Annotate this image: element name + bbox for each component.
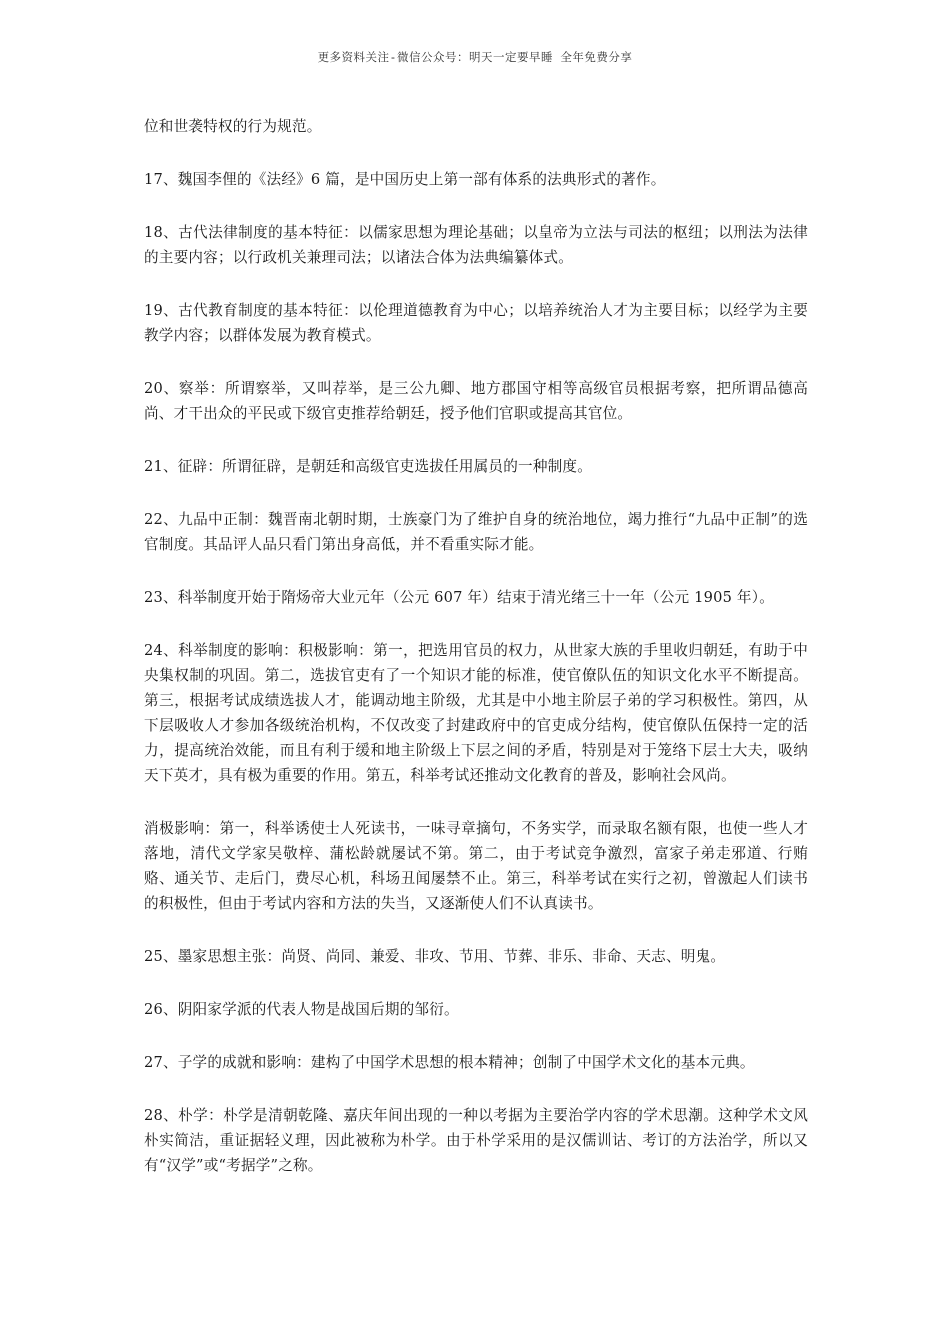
paragraph-item-24-negative: 消极影响：第一，科举诱使士人死读书，一味寻章摘句，不务实学，而录取名额有限，也使一些人才落地，清代文学家吴敬梓、蒲松龄就屡试不第。第二，由于考试竞争激烈，富家子弟走邪道、行贿赂、通关节、走后门，费尽心机，科场丑闻屡禁不止。第三，科举考试在实行之初，曾激起人们读书的积极性，但由于考试内容和方法的失当，又逐渐使人们不认真读书。 <box>144 820 808 912</box>
paragraph-item-18: 18、古代法律制度的基本特征：以儒家思想为理论基础；以皇帝为立法与司法的枢纽；以刑法为法律的主要内容；以行政机关兼理司法；以诸法合体为法典编纂体式。 <box>144 224 808 266</box>
paragraph-item-26: 26、阴阳家学派的代表人物是战国后期的邹衍。 <box>144 1001 459 1018</box>
paragraph-item-21: 21、征辟：所谓征辟，是朝廷和高级官吏选拔任用属员的一种制度。 <box>144 458 592 475</box>
paragraph-item-20: 20、察举：所谓察举，又叫荐举，是三公九卿、地方郡国守相等高级官员根据考察，把所谓品德高尚、才干出众的平民或下级官吏推荐给朝廷，授予他们官职或提高其官位。 <box>144 380 808 422</box>
paragraph-continuation: 位和世袭特权的行为规范。 <box>144 118 322 135</box>
paragraph-item-24: 24、科举制度的影响：积极影响：第一，把选用官员的权力，从世家大族的手里收归朝廷，有助于中央集权制的巩固。第二，选拔官吏有了一个知识才能的标准，使官僚队伍的知识文化水平不断提高。第三，根据考试成绩选拔人才，能调动地主阶级，尤其是中小地主阶层子弟的学习积极性。第四，从下层吸收人才参加各级统治机构，不仅改变了封建政府中的官吏成分结构，使官僚队伍保持一定的活力，提高统治效能，而且有利于缓和地主阶级上下层之间的矛盾，特别是对于笼络下层士大夫，吸纳天下英才，具有极为重要的作用。第五，科举考试还推动文化教育的普及，影响社会风尚。 <box>144 642 808 784</box>
paragraph-item-28: 28、朴学：朴学是清朝乾隆、嘉庆年间出现的一种以考据为主要治学内容的学术思潮。这种学术文风朴实简洁，重证据轻义理，因此被称为朴学。由于朴学采用的是汉儒训诂、考订的方法治学，所以又有“汉学”或“考据学”之称。 <box>144 1107 808 1174</box>
paragraph-item-22: 22、九品中正制：魏晋南北朝时期，士族豪门为了维护自身的统治地位，竭力推行“九品中正制”的选官制度。其品评人品只看门第出身高低，并不看重实际才能。 <box>144 511 808 553</box>
paragraph-item-17: 17、魏国李俚的《法经》6 篇，是中国历史上第一部有体系的法典形式的著作。 <box>144 171 666 188</box>
paragraph-item-27: 27、子学的成就和影响：建构了中国学术思想的根本精神；创制了中国学术文化的基本元典。 <box>144 1054 755 1071</box>
document-body <box>144 114 808 1206</box>
page-header: 更多资料关注-微信公众号：明天一定要早睡 全年免费分享 <box>317 50 633 64</box>
paragraph-item-23: 23、科举制度开始于隋炀帝大业元年（公元 607 年）结束于清光绪三十一年（公元 1905 年）。 <box>144 589 774 606</box>
paragraph-item-19: 19、古代教育制度的基本特征：以伦理道德教育为中心；以培养统治人才为主要目标；以经学为主要教学内容；以群体发展为教育模式。 <box>144 302 808 344</box>
paragraph-item-25: 25、墨家思想主张：尚贤、尚同、兼爱、非攻、节用、节葬、非乐、非命、天志、明鬼。 <box>144 948 726 965</box>
